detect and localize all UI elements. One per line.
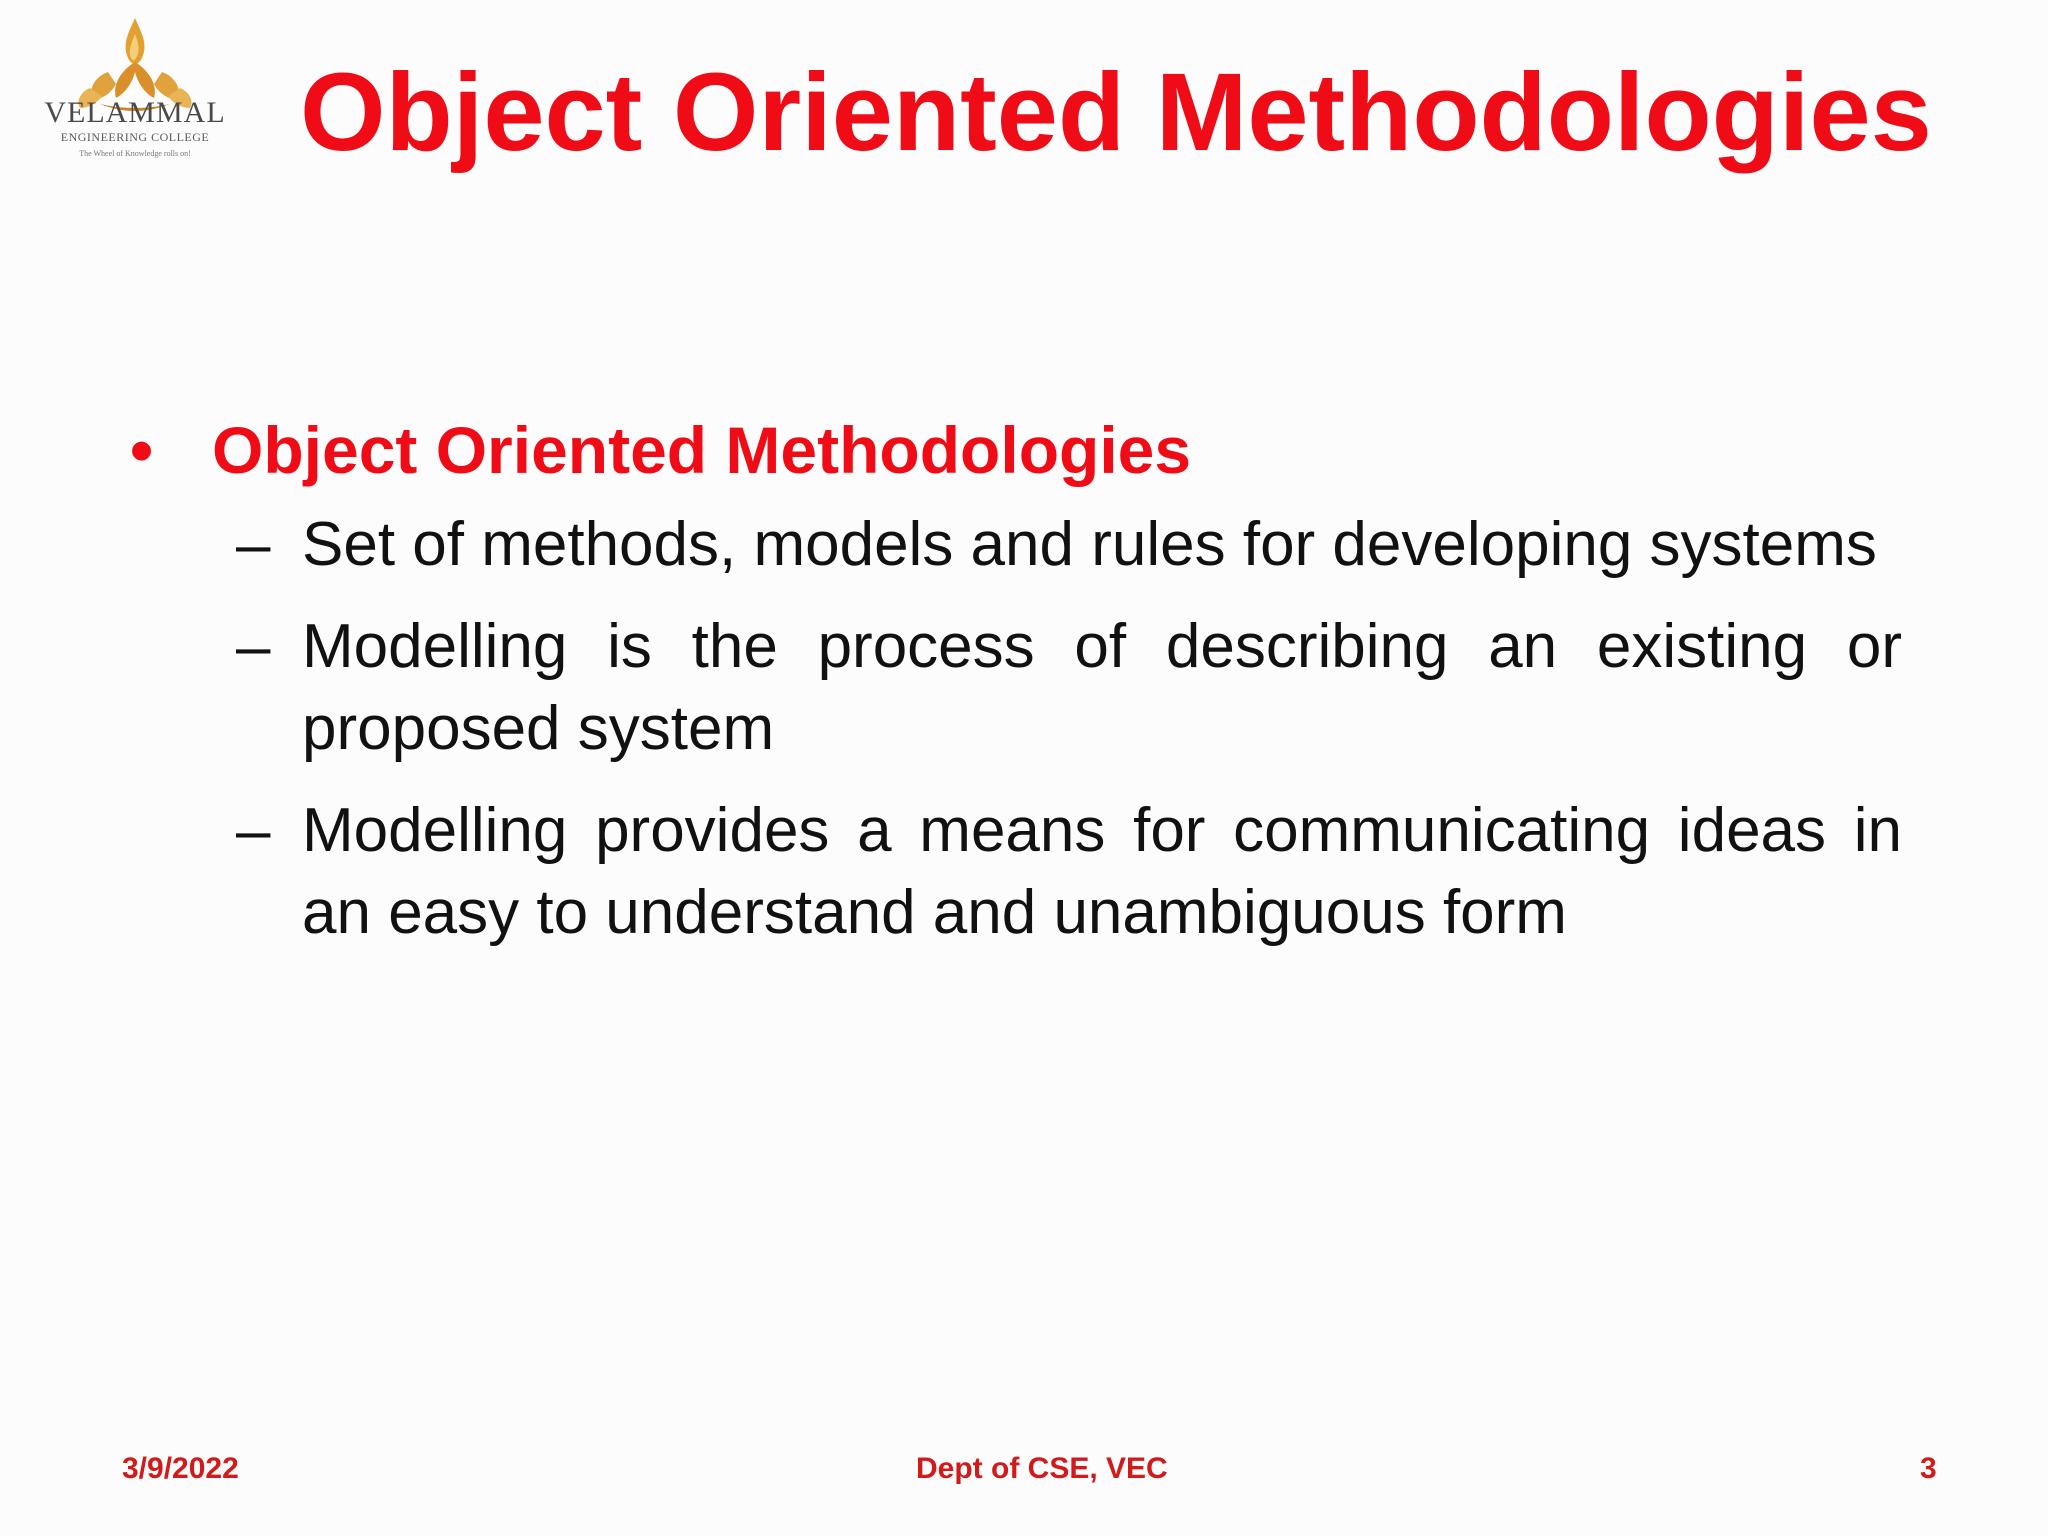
dash-marker: – [236, 612, 271, 681]
footer-page-number: 3 [1920, 1452, 1937, 1485]
slide-content [130, 400, 1910, 954]
sub-bullet-item [130, 790, 1902, 954]
lotus-flame-icon [30, 14, 240, 169]
bullet-symbol: • [130, 413, 154, 487]
sub-bullet-text: Set of methods, models and rules for developing systems [302, 510, 1877, 579]
logo-tagline: The Wheel of Knowledge rolls on! [79, 149, 191, 158]
sub-bullet-item [130, 504, 1902, 586]
sub-bullet-list [130, 504, 1910, 954]
slide-title: Object Oriented Methodologies [300, 51, 1932, 174]
logo-name: VELAMMAL [44, 96, 226, 129]
sub-bullet-text: Modelling provides a means for communicating ideas in an easy to understand and unambiguous form [302, 796, 1902, 947]
footer-department: Dept of CSE, VEC [916, 1452, 1168, 1485]
sub-bullet-item [130, 606, 1902, 770]
dash-marker: – [236, 510, 271, 579]
bullet-heading: Object Oriented Methodologies [212, 413, 1192, 487]
sub-bullet-text: Modelling is the process of describing an existing or proposed system [302, 612, 1902, 763]
dash-marker: – [236, 796, 271, 865]
main-bullet [130, 400, 1910, 500]
college-logo [30, 14, 240, 169]
logo-subtitle: ENGINEERING COLLEGE [60, 130, 210, 144]
footer-date: 3/9/2022 [122, 1452, 239, 1485]
